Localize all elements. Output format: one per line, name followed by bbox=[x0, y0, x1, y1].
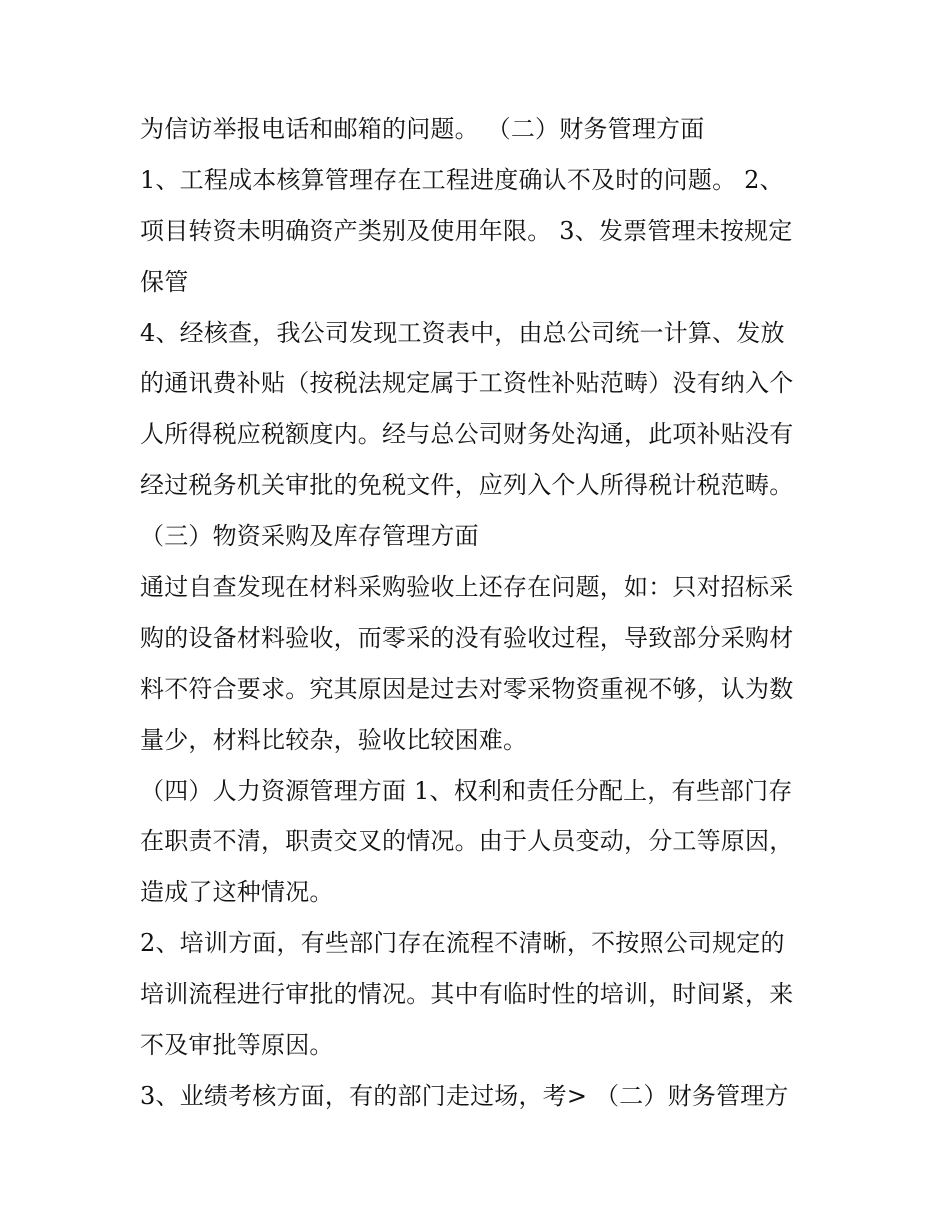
text-line-8: 经过税务机关审批的免税文件，应列入个人所得税计税范畴。 bbox=[140, 471, 794, 500]
text-line-15: 在职责不清，职责交叉的情况。由于人员变动，分工等原因， bbox=[140, 827, 794, 856]
text-line-14: （四）人力资源管理方面 1、权利和责任分配上，有些部门存 bbox=[140, 776, 793, 805]
text-line-10: 通过自查发现在材料采购验收上还存在问题，如：只对招标采 bbox=[140, 573, 794, 602]
text-line-20: 3、业绩考核方面，有的部门走过场，考> （二）财务管理方 bbox=[140, 1081, 789, 1110]
body-text bbox=[140, 104, 820, 1122]
text-line-11: 购的设备材料验收，而零采的没有验收过程，导致部分采购材 bbox=[140, 623, 794, 652]
text-line-1: 为信访举报电话和邮箱的问题。 （二）财务管理方面 bbox=[140, 115, 705, 143]
text-line-3: 项目转资未明确资产类别及使用年限。 3、发票管理未按规定 bbox=[140, 216, 793, 245]
text-line-19: 不及审批等原因。 bbox=[140, 1031, 334, 1060]
text-line-18: 培训流程进行审批的情况。其中有临时性的培训，时间紧，来 bbox=[140, 980, 794, 1009]
text-line-7: 人所得税应税额度内。经与总公司财务处沟通，此项补贴没有 bbox=[140, 420, 794, 449]
text-line-17: 2、培训方面，有些部门存在流程不清晰，不按照公司规定的 bbox=[140, 929, 785, 958]
text-line-4: 保管 bbox=[140, 267, 189, 296]
text-line-5: 4、经核查，我公司发现工资表中，由总公司统一计算、发放 bbox=[140, 318, 785, 347]
text-line-12: 料不符合要求。究其原因是过去对零采物资重视不够，认为数 bbox=[140, 674, 794, 703]
text-line-13: 量少，材料比较杂，验收比较困难。 bbox=[140, 725, 528, 754]
text-line-6: 的通讯费补贴（按税法规定属于工资性补贴范畴）没有纳入个 bbox=[140, 369, 794, 398]
text-line-9: （三）物资采购及库存管理方面 bbox=[140, 522, 479, 551]
text-line-16: 造成了这种情况。 bbox=[140, 878, 334, 907]
text-line-2: 1、工程成本核算管理存在工程进度确认不及时的问题。 2、 bbox=[140, 165, 784, 194]
